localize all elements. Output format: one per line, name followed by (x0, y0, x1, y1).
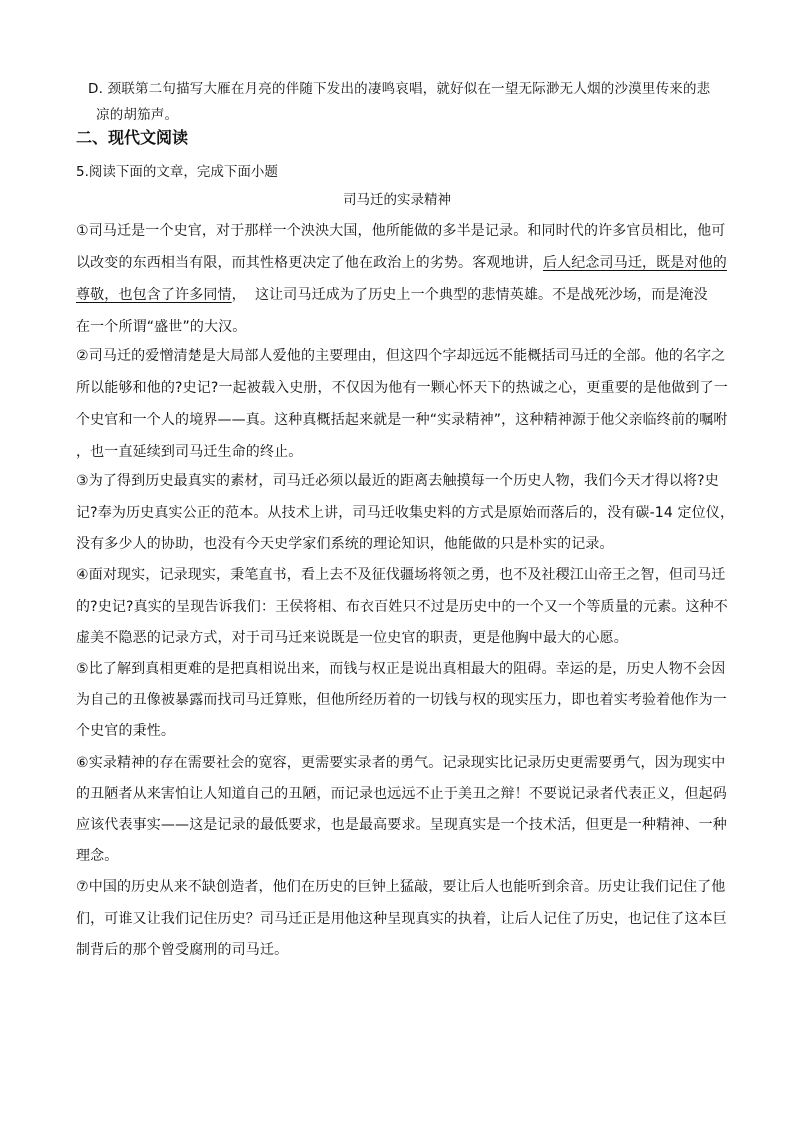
p3-line1: ③为了得到历史最真实的素材，司马迁必须以最近的距离去触摸每一个历史人物，我们今天才得以将?史 (76, 473, 719, 489)
option-d-line1: D. 颈联第二句描写大雁在月亮的伴随下发出的凄鸣哀唱，就好似在一望无际渺无人烟的沙漠里传来的悲 (88, 81, 711, 97)
p1-line4: 在一个所谓“盛世”的大汉。 (76, 319, 247, 335)
p1-line1: ①司马迁是一个史官，对于那样一个泱泱大国，他所能做的多半是记录。和同时代的许多官员相比，他可 (76, 223, 726, 239)
p6-line4: 理念。 (76, 848, 119, 864)
p2-line3: 个史官和一个人的境界——真。这种真概括起来就是一种“实录精神”，这种精神源于他父亲临终前的嘱咐 (76, 412, 728, 428)
p6-line1: ⑥实录精神的存在需要社会的宽容，更需要实录者的勇气。记录现实比记录历史更需要勇气，因为现实中 (76, 755, 726, 771)
p4-line3: 虚美不隐恶的记录方式，对于司马迁来说既是一位史官的职责，更是他胸中最大的心愿。 (76, 630, 628, 646)
p1-line2 (76, 249, 727, 277)
p6-line3: 应该代表事实——这是记录的最低要求，也是最高要求。呈现真实是一个技术活，但更是一种精神、一种 (76, 817, 727, 833)
p6-line2: 的丑陋者从来害怕让人知道自己的丑陋，而记录也远远不止于美丑之辩！不要说记录者代表正义，但起码 (76, 786, 727, 802)
p2-line2: 所以能够和他的?史记?一起被载入史册，不仅因为他有一颗心怀天下的热诚之心，更重要的是他做到了一 (76, 380, 728, 396)
article-title: 司马迁的实录精神 (343, 192, 451, 208)
section-title: 二、现代文阅读 (76, 128, 189, 147)
option-d-line2: 凉的胡笳声。 (96, 107, 179, 123)
p7-line3: 制背后的那个曾受腐刑的司马迁。 (76, 942, 289, 958)
option-d (88, 76, 728, 128)
question-prompt: 5.阅读下面的文章，完成下面小题 (76, 164, 278, 180)
p2-line4: ，也一直延续到司马迁生命的终止。 (76, 444, 303, 460)
p5-line1: ⑤比了解到真相更难的是把真相说出来，而钱与权正是说出真相最大的阻碍。幸运的是，历史人物不会因 (76, 661, 726, 677)
p1-underlined-phrase-b: 尊敬，也包含了许多同情 (76, 287, 232, 303)
p5-line3: 个史官的秉性。 (76, 723, 176, 739)
p7-line2: 们，可谁又让我们记住历史？司马迁正是用他这种呈现真实的执着，让后人记住了历史，也记住了这本巨 (76, 911, 727, 927)
p1-line3-text: ， 这让司马迁成为了历史上一个典型的悲情英雄。不是战死沙场，而是淹没 (231, 287, 708, 303)
p5-line2: 为自己的丑像被暴露而找司马迁算账，但他所经历着的一切钱与权的现实压力，即也着实考验着他作为一 (76, 692, 727, 708)
p1-underlined-phrase-a: 后人纪念司马迁，既是对他的 (542, 255, 727, 271)
p4-line2: 的?史记?真实的呈现告诉我们：王侯将相、布衣百姓只不过是历史中的一个又一个等质量的元素。这种不 (76, 599, 728, 615)
p3-line2: 记?奉为历史真实公正的范本。从技术上讲，司马迁收集史料的方式是原始而落后的，没有碳-14 定位仪， (76, 505, 735, 521)
p3-line3: 没有多少人的协助，也没有今天史学家们系统的理论知识，他能做的只是朴实的记录。 (76, 536, 614, 552)
p7-line1: ⑦中国的历史从来不缺创造者，他们在历史的巨钟上猛敲，要让后人也能听到余音。历史让我们记住了他 (76, 879, 726, 895)
p1-line2-text: 以改变的东西相当有限，而其性格更决定了他在政治上的劣势。客观地讲， (76, 255, 543, 271)
p2-line1: ②司马迁的爱憎清楚是大局部人爱他的主要理由，但这四个字却远远不能概括司马迁的全部。他的名字之 (76, 348, 726, 364)
p4-line1: ④面对现实，记录现实，秉笔直书，看上去不及征伐疆场将领之勇，也不及社稷江山帝王之智，但司马迁 (76, 567, 726, 583)
p1-line3 (76, 281, 718, 309)
